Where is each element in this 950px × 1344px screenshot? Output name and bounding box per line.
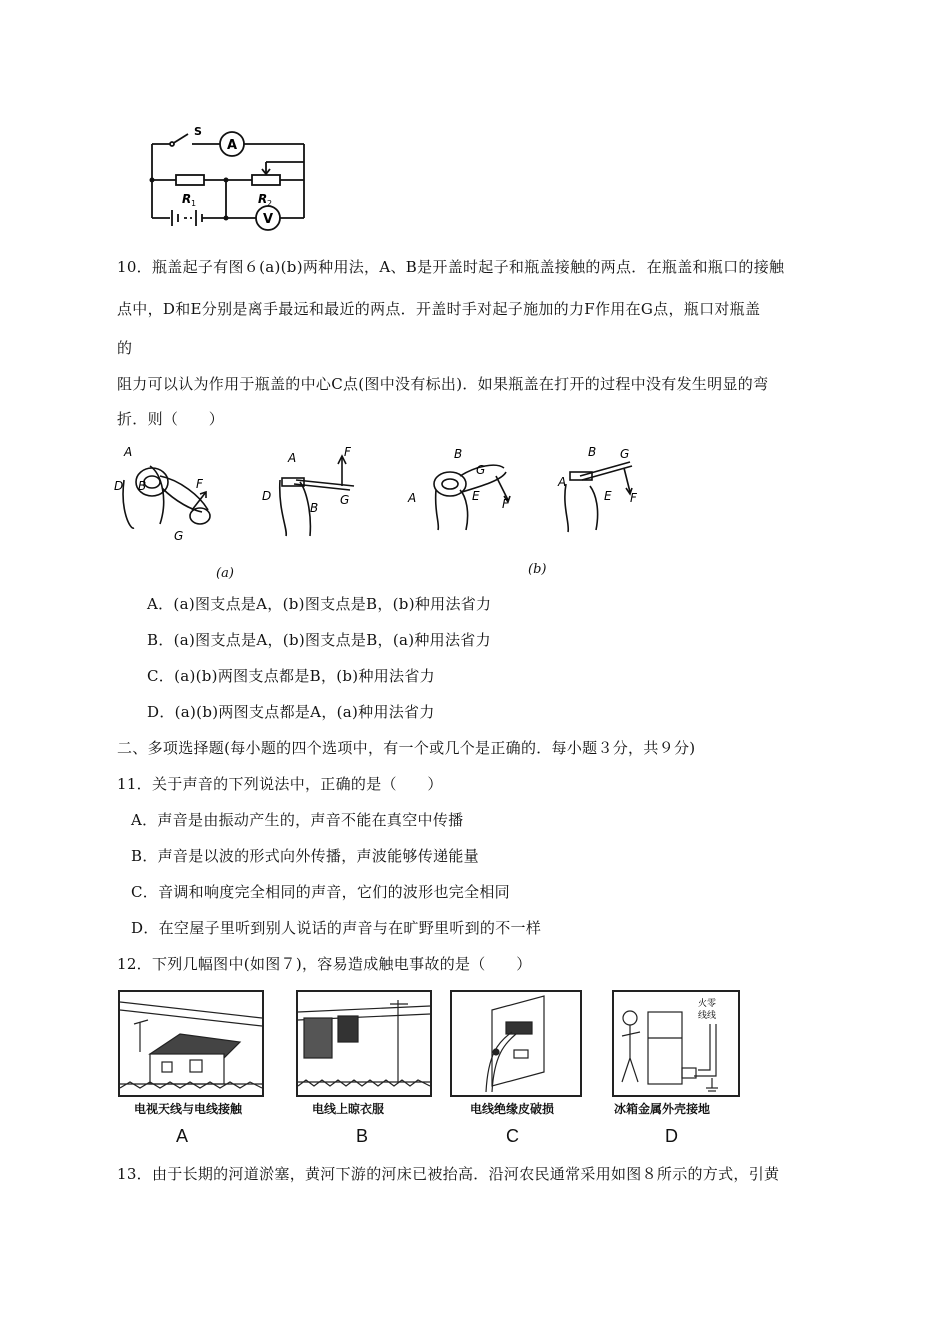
q12-panel-c [450,990,582,1097]
r2-label: R [258,192,268,206]
q12-caption-b: 电线上晾衣服 [312,1102,385,1116]
q10-line-1: 10．瓶盖起子有图６(a)(b)两种用法，A、B是开盖时起子和瓶盖接触的两点．在瓶盖和瓶口的接触 [117,258,785,276]
damaged-wire-illustration [452,992,580,1095]
q12-caption-d: 冰箱金属外壳接地 [614,1102,711,1116]
fig-point-g2: G [340,493,350,507]
fig6-label-a: (a) [216,566,234,581]
ammeter-label: A [227,138,238,153]
fig-point-d2: D [262,489,272,503]
q12-panel-a [118,990,264,1097]
fig-point-b1: B [138,479,147,493]
fridge-ground-illustration [614,992,738,1095]
r1-label: R [182,192,192,206]
clothes-on-wire-illustration [298,992,430,1095]
r1-subscript: 1 [191,199,197,208]
fig-point-e4: E [604,489,612,503]
fig-point-f2: F [344,445,351,459]
switch-label: S [194,125,202,138]
fig6-label-b: (b) [528,562,547,577]
q12-stem: 12．下列几幅图中(如图７)，容易造成触电事故的是（ ） [117,955,532,973]
fig-point-d1: D [114,479,124,493]
fig-point-a1: A [124,445,133,459]
q12-caption-a: 电视天线与电线接触 [134,1102,243,1116]
fig-point-f4: F [630,491,637,505]
q12-letter-a: A [176,1126,189,1146]
fig-point-a4: A [558,475,567,489]
q10-line-3: 的 [117,339,133,357]
q10-line-2: 点中，D和E分别是离手最远和最近的两点．开盖时手对起子施加的力F作用在G点，瓶口对瓶盖 [117,300,761,318]
bottle-opener-figure [110,440,670,585]
fig-point-f3: F [502,497,509,511]
q11-option-a: A．声音是由振动产生的，声音不能在真空中传播 [131,811,464,829]
section-2-title: 二、多项选择题(每小题的四个选项中，有一个或几个是正确的．每小题３分，共９分) [117,739,696,757]
r2-subscript: 2 [267,199,273,208]
fig-point-b3: B [454,447,463,461]
q10-option-b: B．(a)图支点是A，(b)图支点是B，(a)种用法省力 [147,631,491,649]
circuit-diagram [140,122,320,232]
q13-stem: 13．由于长期的河道淤塞，黄河下游的河床已被抬高．沿河农民通常采用如图８所示的方式，引黄 [117,1165,780,1183]
fig-point-a3: A [408,491,417,505]
panel-d-label-top: 火零 [698,999,717,1009]
q11-option-d: D．在空屋子里听到别人说话的声音与在旷野里听到的不一样 [131,919,542,937]
q12-caption-c: 电线绝缘皮破损 [470,1102,555,1116]
q12-letter-b: B [356,1126,369,1146]
q11-stem: 11．关于声音的下列说法中，正确的是（ ） [117,775,443,793]
q11-option-b: B．声音是以波的形式向外传播，声波能够传递能量 [131,847,479,865]
q12-letter-d: D [665,1126,678,1146]
fig-point-g1: G [174,529,184,543]
fig-point-g3: G [476,463,486,477]
q11-option-c: C．音调和响度完全相同的声音，它们的波形也完全相同 [131,883,510,901]
q12-panel-d [612,990,740,1097]
q10-option-d: D．(a)(b)两图支点都是A，(a)种用法省力 [147,703,435,721]
q10-line-5: 折．则（ ） [117,410,225,428]
q12-panel-b [296,990,432,1097]
house-antenna-illustration [120,992,262,1095]
fig-point-f1: F [196,477,203,491]
q10-line-4: 阻力可以认为作用于瓶盖的中心C点(图中没有标出)．如果瓶盖在打开的过程中没有发生明显的弯 [117,375,769,393]
q10-option-c: C．(a)(b)两图支点都是B，(b)种用法省力 [147,667,435,685]
fig-point-g4: G [620,447,630,461]
fig-point-b4: B [588,445,597,459]
q10-option-a: A．(a)图支点是A，(b)图支点是B，(b)种用法省力 [147,595,492,613]
fig-point-a2: A [288,451,297,465]
fig-point-e3: E [472,489,480,503]
voltmeter-label: V [263,212,274,227]
q12-letter-c: C [506,1126,519,1146]
panel-d-label-bottom: 线线 [698,1011,717,1021]
fig-point-b2: B [310,501,319,515]
